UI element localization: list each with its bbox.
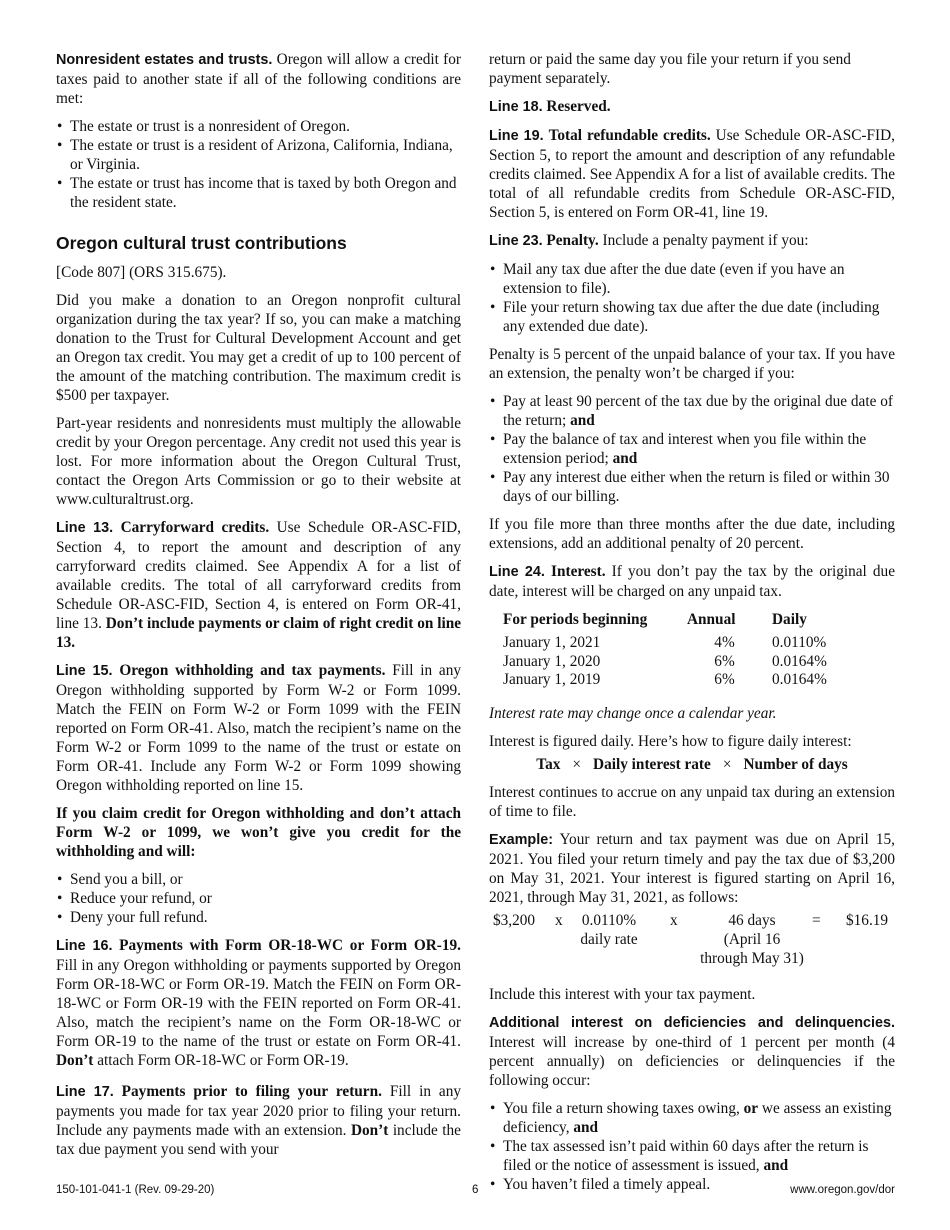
list-item-bold: or bbox=[743, 1099, 759, 1117]
line15-text: Fill in any Oregon withholding supported by Form W-2 or Form 1099. Match the FEIN on Form W-2 or Form 1099 with the FEIN reported on Form OR-41. Also, match the recipient’s name on the Form W-2 or Form 1099 to the name of the trust or estate on Form OR-41. Include any Form W-2 or Form 1099 showing Oregon withholding reported on line 15. bbox=[56, 662, 461, 794]
line23-paragraph bbox=[489, 231, 895, 251]
calc-amount: $3,200 bbox=[493, 911, 536, 929]
line17-tail: include the tax due payment you send with your bbox=[56, 1122, 461, 1158]
nonresident-list bbox=[56, 117, 461, 212]
list-item bbox=[489, 468, 895, 506]
table-cell: January 1, 2020 bbox=[503, 652, 601, 670]
list-item bbox=[489, 1099, 895, 1137]
line24-paragraph bbox=[489, 562, 895, 601]
line19-paragraph bbox=[489, 126, 895, 222]
list-item: • The estate or trust is a nonresident of Oregon. bbox=[56, 117, 461, 136]
calc-rate-label: daily rate bbox=[580, 930, 638, 948]
calc-days-through: through May 31) bbox=[700, 949, 804, 967]
list-item-bold: and bbox=[763, 1156, 789, 1174]
calc-operator: x bbox=[670, 911, 678, 929]
continued-text: return or paid the same day you file your return if you send payment separately. bbox=[489, 51, 851, 87]
line15-paragraph bbox=[56, 661, 461, 795]
list-item-text: You file a return showing taxes owing, bbox=[503, 1099, 740, 1117]
page-number: 6 bbox=[472, 1184, 479, 1196]
table-header-row bbox=[503, 610, 842, 634]
penalty-paragraph: Penalty is 5 percent of the unpaid balance of your tax. If you have an extension, the penalty won’t be charged if you: bbox=[489, 346, 895, 382]
nonresident-paragraph bbox=[56, 50, 461, 108]
calc-operator: x bbox=[555, 911, 563, 929]
line24-text: If you don’t pay the tax by the original due date, interest will be charged on any unpaid tax. bbox=[489, 563, 895, 600]
list-item: • Mail any tax due after the due date (even if you have an extension to file). bbox=[489, 260, 895, 298]
line15-title: Oregon withholding and tax payments. bbox=[119, 662, 386, 679]
line17-title: Payments prior to filing your return. bbox=[121, 1083, 382, 1100]
table-cell: 0.0110% bbox=[772, 634, 827, 651]
penalty-list bbox=[489, 260, 895, 336]
example-label: Example: bbox=[489, 831, 553, 848]
list-item-bold: and bbox=[612, 450, 638, 467]
list-item: • File your return showing tax due after the due date (including any extended due date). bbox=[489, 298, 895, 336]
list-item bbox=[489, 392, 895, 430]
additional-interest-heading: Additional interest on deficiencies and delinquencies. bbox=[489, 1014, 895, 1031]
rate-note-text: Interest rate may change once a calendar year. bbox=[489, 704, 777, 722]
line17-paragraph bbox=[56, 1082, 461, 1159]
website-link[interactable]: www.oregon.gov/dor bbox=[790, 1184, 895, 1196]
calc-rate: 0.0110% bbox=[581, 911, 637, 929]
accrue-text: Interest continues to accrue on any unpaid tax during an extension of time to file. bbox=[489, 783, 895, 820]
formula-term: Number of days bbox=[743, 755, 848, 773]
example-calculation bbox=[489, 911, 895, 973]
line19-title: Total refundable credits. bbox=[548, 127, 711, 144]
list-item: • The estate or trust is a resident of Arizona, California, Indiana, or Virginia. bbox=[56, 136, 461, 174]
list-item-text: Pay at least 90 percent of the tax due by the original due date of the return; bbox=[503, 393, 893, 429]
line15-label: Line 15. bbox=[56, 663, 113, 679]
claim-warning bbox=[56, 804, 461, 861]
line17-dont: Don’t bbox=[350, 1122, 389, 1139]
table-cell: 0.0164% bbox=[772, 671, 827, 688]
rate-note bbox=[489, 704, 895, 723]
cultural-trust-heading: Oregon cultural trust contributions bbox=[56, 233, 347, 253]
line23-label: Line 23. bbox=[489, 233, 543, 249]
table-cell: January 1, 2021 bbox=[503, 634, 601, 651]
interest-rate-table bbox=[503, 610, 842, 690]
claim-warning-text: If you claim credit for Oregon withholding and don’t attach Form W-2 or 1099, we won’t give you credit for the withholding and will: bbox=[56, 805, 461, 860]
cultural-paragraph-1: Did you make a donation to an Oregon nonprofit cultural organization during the tax year? If so, you can make a matching donation to the Trust for Cultural Development Account and get an Oregon tax credit. You may get a credit of up to 100 percent of the amount of the matching contribution. The maximum credit is $500 per taxpayer. bbox=[56, 292, 461, 404]
line24-label: Line 24. bbox=[489, 564, 545, 580]
line16-title: Payments with Form OR-18-WC or Form OR-19. bbox=[119, 937, 462, 954]
line23-text: Include a penalty payment if you: bbox=[602, 232, 809, 249]
line19-text: Use Schedule OR-ASC-FID, Section 5, to report the amount and description of any refundable credits claimed. See Appendix A for a list of available credits. The total of all refundable credits from Schedule OR-ASC-FID, Section 5, is entered on Form OR-41, line 19. bbox=[489, 127, 895, 221]
list-item-text: we assess an existing deficiency, bbox=[503, 1099, 892, 1136]
line13-paragraph bbox=[56, 518, 461, 652]
list-item bbox=[489, 430, 895, 468]
extension-list bbox=[489, 392, 895, 506]
list-item-bold: and bbox=[573, 1118, 599, 1136]
example-paragraph bbox=[489, 830, 895, 907]
line24-title: Interest. bbox=[551, 563, 606, 580]
table-cell: 6% bbox=[714, 652, 735, 670]
table-cell: 0.0164% bbox=[772, 652, 827, 670]
cultural-code: [Code 807] (ORS 315.675). bbox=[56, 264, 227, 281]
line13-label: Line 13. bbox=[56, 520, 114, 536]
calc-days: 46 days bbox=[728, 911, 776, 929]
cultural-paragraph-2: Part-year residents and nonresidents must multiply the allowable credit by your Oregon percentage. Any credit not used this year is lost. For more information about the Oregon Cultural Trust, contact the Oregon Arts Commission or go to their website at www.culturaltrust.org. bbox=[56, 415, 461, 508]
claim-list bbox=[56, 870, 461, 927]
form-id: 150-101-041-1 (Rev. 09-29-20) bbox=[56, 1184, 215, 1196]
line19-label: Line 19. bbox=[489, 128, 544, 144]
calc-days-from: (April 16 bbox=[723, 930, 781, 948]
table-row bbox=[503, 671, 842, 690]
list-item: • The estate or trust has income that is taxed by both Oregon and the resident state. bbox=[56, 174, 461, 212]
list-item-text: Pay the balance of tax and interest when you file within the extension period; bbox=[503, 431, 867, 467]
line16-text: Fill in any Oregon withholding or payments supported by Oregon Form OR-18-WC or Form OR-19. Match the FEIN on Form OR-18-WC or Form OR-19 with the FEIN reported on Form OR-41. Also, match the recipient’s name on the Form OR-18-WC or Form OR-19 to the name of the trust or estate on Form OR-41. bbox=[56, 957, 461, 1050]
line13-title: Carryforward credits. bbox=[120, 519, 270, 536]
list-item-bold: and bbox=[570, 412, 595, 429]
formula-term: Daily interest rate bbox=[593, 755, 711, 773]
line18-title: Reserved. bbox=[546, 98, 611, 115]
additional-interest-paragraph bbox=[489, 1013, 895, 1090]
list-item bbox=[489, 1137, 895, 1175]
line16-label: Line 16. bbox=[56, 938, 113, 954]
formula-term: Tax bbox=[536, 755, 561, 773]
nonresident-text: Oregon will allow a credit for taxes paid to another state if all of the following conditions are met: bbox=[56, 51, 461, 107]
formula-operator: × bbox=[722, 755, 732, 773]
line17-label: Line 17. bbox=[56, 1084, 114, 1100]
left-column bbox=[56, 50, 461, 1168]
additional-interest-list bbox=[489, 1099, 895, 1194]
line17-text: Fill in any payments you made for tax year 2020 prior to filing your return. Include any payments made with an extension. bbox=[56, 1083, 462, 1139]
list-item-text: You haven’t filed a timely appeal. bbox=[503, 1175, 711, 1193]
table-row bbox=[503, 634, 842, 653]
example-text: Your return and tax payment was due on April 15, 2021. You filed your return timely and pay the tax due of $3,200 on May 31, 2021. Your interest is figured starting on April 16, 2021, through May 31, 2021, as follows: bbox=[489, 830, 895, 906]
nonresident-heading: Nonresident estates and trusts. bbox=[56, 52, 273, 68]
table-cell: 6% bbox=[714, 671, 735, 688]
column-header: Annual bbox=[687, 611, 736, 628]
line16-paragraph bbox=[56, 936, 461, 1070]
line18-label: Line 18. bbox=[489, 99, 543, 115]
column-header: Daily bbox=[772, 611, 807, 628]
line13-bold-note: Don’t include payments or claim of right credit on line 13. bbox=[56, 615, 461, 651]
table-cell: 4% bbox=[714, 634, 735, 651]
daily-text: Interest is figured daily. Here’s how to figure daily interest: bbox=[489, 732, 852, 750]
line18-paragraph bbox=[489, 97, 895, 117]
list-item: • Send you a bill, or bbox=[56, 870, 461, 889]
list-item-text: The tax assessed isn’t paid within 60 days after the return is filed or the notice of assessment is issued, bbox=[503, 1137, 869, 1174]
column-header: For periods beginning bbox=[503, 611, 648, 628]
formula-operator: × bbox=[572, 755, 582, 773]
right-column bbox=[489, 50, 895, 1203]
calc-result: $16.19 bbox=[846, 911, 889, 929]
table-row bbox=[503, 653, 842, 672]
line13-text: Use Schedule OR-ASC-FID, Section 4, to report the amount and description of any carryforward credits claimed. See Appendix A for a list of available credits. The total of all carryforward credits from Schedule OR-ASC-FID, Section 4, is entered on Form OR-41, line 13. bbox=[56, 519, 461, 632]
list-item: • Deny your full refund. bbox=[56, 908, 461, 927]
table-cell: January 1, 2019 bbox=[503, 671, 601, 688]
three-months-paragraph: If you file more than three months after the due date, including extensions, add an additional penalty of 20 percent. bbox=[489, 516, 895, 552]
list-item-text: Pay any interest due either when the return is filed or within 30 days of our billing. bbox=[503, 469, 890, 505]
line16-dont: Don’t bbox=[56, 1052, 94, 1069]
include-text: Include this interest with your tax payment. bbox=[489, 985, 756, 1003]
interest-formula bbox=[489, 755, 895, 774]
list-item: • Reduce your refund, or bbox=[56, 889, 461, 908]
line16-tail: attach Form OR-18-WC or Form OR-19. bbox=[97, 1052, 349, 1069]
calc-equals: = bbox=[812, 911, 821, 929]
additional-interest-text: Interest will increase by one-third of 1 percent per month (4 percent annually) on deficiencies or delinquencies if the following occur: bbox=[489, 1033, 895, 1089]
line23-title: Penalty. bbox=[546, 232, 599, 249]
